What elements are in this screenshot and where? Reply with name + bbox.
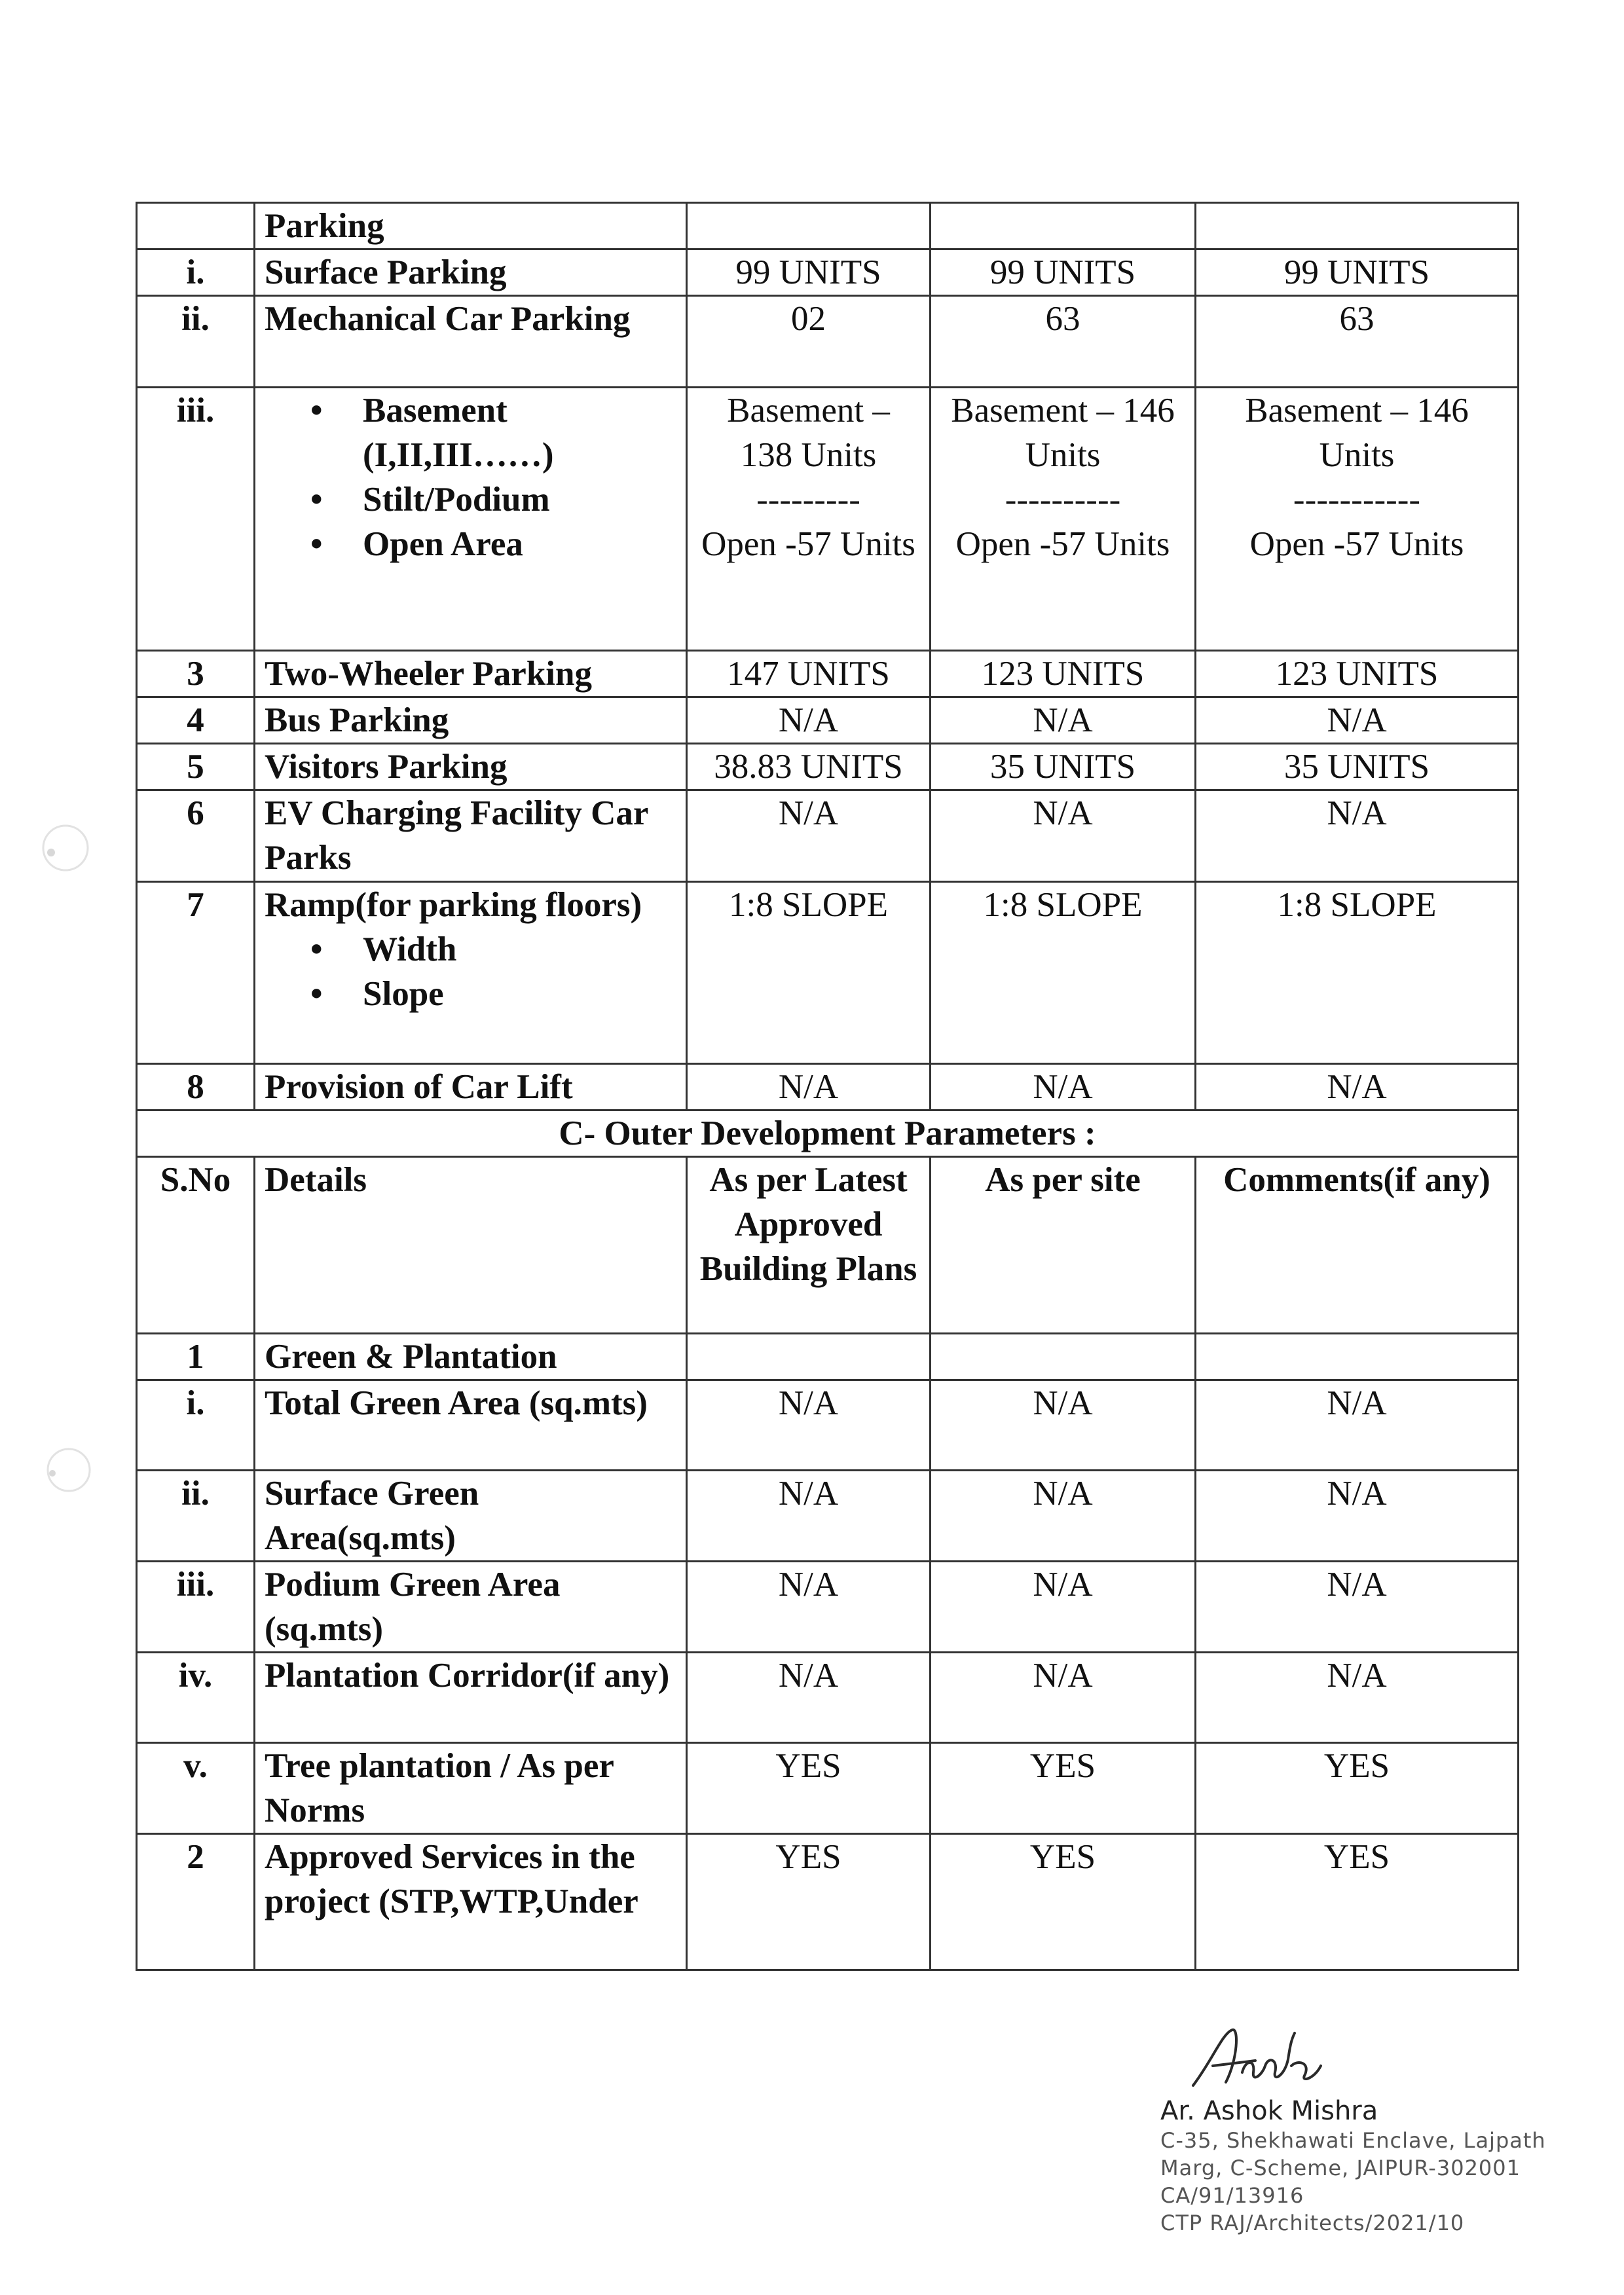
details-cell: Surface Green Area(sq.mts) [255,1471,687,1562]
site-cell: 63 [931,296,1196,388]
latest-cell [687,388,931,651]
latest-cell: 147 UNITS [687,651,931,697]
section-title: C- Outer Development Parameters : [137,1111,1519,1157]
details-cell: Tree plantation / As per Norms [255,1743,687,1834]
sno-cell: 6 [137,790,255,882]
details-cell: Surface Parking [255,249,687,296]
site-cell: N/A [931,697,1196,744]
details-cell: Green & Plantation [255,1334,687,1380]
latest-cell: 02 [687,296,931,388]
comments-cell [1196,1334,1519,1380]
latest-cell: N/A [687,1064,931,1111]
basement-units: Basement – 146 Units [1245,392,1469,474]
details-cell: Plantation Corridor(if any) [255,1653,687,1743]
table-row [137,697,1519,744]
site-cell: 99 UNITS [931,249,1196,296]
comments-cell: N/A [1196,1653,1519,1743]
site-cell: 35 UNITS [931,744,1196,790]
table-row [137,744,1519,790]
table-row [137,1334,1519,1380]
site-cell: 123 UNITS [931,651,1196,697]
comments-cell: N/A [1196,697,1519,744]
comments-cell: N/A [1196,790,1519,882]
table-row [137,249,1519,296]
latest-cell [687,203,931,249]
registration-number: CA/91/13916 [1160,2183,1304,2208]
details-cell: Parking [255,203,687,249]
latest-cell: YES [687,1743,931,1834]
details-cell: Two-Wheeler Parking [255,651,687,697]
site-cell [931,203,1196,249]
table-row [137,388,1519,651]
bullet-item: • Slope [265,972,676,1016]
latest-cell: 99 UNITS [687,249,931,296]
scan-speck [26,812,98,884]
site-cell [931,388,1196,651]
table-row [137,1653,1519,1743]
details-cell: Visitors Parking [255,744,687,790]
site-cell: N/A [931,790,1196,882]
sno-cell [137,203,255,249]
header-comments: Comments(if any) [1196,1157,1519,1334]
architect-name: Ar. Ashok Mishra [1160,2096,1378,2126]
sno-cell: 8 [137,1064,255,1111]
table-row [137,1064,1519,1111]
comments-cell: N/A [1196,1562,1519,1653]
bullet-item: • Basement (I,II,III……) [265,388,676,477]
bullet-item: • Open Area [265,522,676,566]
table-row [137,1743,1519,1834]
sno-cell: 4 [137,697,255,744]
details-cell: Mechanical Car Parking [255,296,687,388]
sno-cell: 5 [137,744,255,790]
sno-cell: iv. [137,1653,255,1743]
header-row [137,1157,1519,1334]
site-cell: N/A [931,1653,1196,1743]
sno-cell: ii. [137,1471,255,1562]
site-cell: N/A [931,1471,1196,1562]
ramp-label: Ramp(for parking floors) [265,886,642,924]
comments-cell: 35 UNITS [1196,744,1519,790]
latest-cell: N/A [687,1562,931,1653]
parameters-table [136,202,1519,1971]
sno-cell: v. [137,1743,255,1834]
table-row [137,1562,1519,1653]
latest-cell: 38.83 UNITS [687,744,931,790]
separator: ---------- [1005,481,1121,519]
open-units: Open -57 Units [701,525,915,563]
details-cell [255,882,687,1064]
comments-cell: 99 UNITS [1196,249,1519,296]
table-row [137,203,1519,249]
latest-cell: N/A [687,1380,931,1471]
latest-cell: 1:8 SLOPE [687,882,931,1064]
open-units: Open -57 Units [955,525,1170,563]
details-cell: Provision of Car Lift [255,1064,687,1111]
comments-cell: YES [1196,1743,1519,1834]
latest-cell: N/A [687,790,931,882]
sno-cell: i. [137,249,255,296]
table-row [137,651,1519,697]
ctp-number: CTP RAJ/Architects/2021/10 [1160,2211,1465,2235]
comments-cell: 1:8 SLOPE [1196,882,1519,1064]
scan-speck [26,1434,98,1506]
site-cell: N/A [931,1380,1196,1471]
address-line: C-35, Shekhawati Enclave, Lajpath [1160,2128,1546,2153]
site-cell: N/A [931,1562,1196,1653]
table-row [137,1471,1519,1562]
separator: --------- [756,481,860,519]
details-cell: Total Green Area (sq.mts) [255,1380,687,1471]
details-cell: Podium Green Area (sq.mts) [255,1562,687,1653]
table-row [137,296,1519,388]
comments-cell: 123 UNITS [1196,651,1519,697]
bullet-item: • Stilt/Podium [265,477,676,522]
basement-units: Basement – 146 Units [951,392,1175,474]
comments-cell: N/A [1196,1471,1519,1562]
sno-cell: ii. [137,296,255,388]
site-cell [931,1334,1196,1380]
comments-cell: N/A [1196,1064,1519,1111]
signature-block [1160,2020,1586,2237]
open-units: Open -57 Units [1249,525,1464,563]
sno-cell: 1 [137,1334,255,1380]
bullet-item: • Width [265,927,676,972]
site-cell: 1:8 SLOPE [931,882,1196,1064]
basement-units: Basement – 138 Units [727,392,890,474]
details-cell: Approved Services in the project (STP,WTP,Under [255,1834,687,1970]
signature-icon [1180,2020,1337,2099]
section-row [137,1111,1519,1157]
header-details: Details [255,1157,687,1334]
latest-cell: N/A [687,1471,931,1562]
sno-cell: i. [137,1380,255,1471]
details-cell: Bus Parking [255,697,687,744]
sno-cell: 7 [137,882,255,1064]
table-row [137,1834,1519,1970]
header-sno: S.No [137,1157,255,1334]
comments-cell [1196,388,1519,651]
separator: ----------- [1293,481,1421,519]
comments-cell: N/A [1196,1380,1519,1471]
table-row [137,1380,1519,1471]
sno-cell: 2 [137,1834,255,1970]
comments-cell [1196,203,1519,249]
header-latest: As per Latest Approved Building Plans [687,1157,931,1334]
sno-cell: iii. [137,388,255,651]
latest-cell: N/A [687,1653,931,1743]
site-cell: YES [931,1834,1196,1970]
latest-cell [687,1334,931,1380]
comments-cell: YES [1196,1834,1519,1970]
sno-cell: iii. [137,1562,255,1653]
sno-cell: 3 [137,651,255,697]
comments-cell: 63 [1196,296,1519,388]
latest-cell: YES [687,1834,931,1970]
address-line: Marg, C-Scheme, JAIPUR-302001 [1160,2156,1521,2180]
latest-cell: N/A [687,697,931,744]
table-row [137,882,1519,1064]
site-cell: N/A [931,1064,1196,1111]
site-cell: YES [931,1743,1196,1834]
details-cell: EV Charging Facility Car Parks [255,790,687,882]
details-cell [255,388,687,651]
table-row [137,790,1519,882]
header-site: As per site [931,1157,1196,1334]
